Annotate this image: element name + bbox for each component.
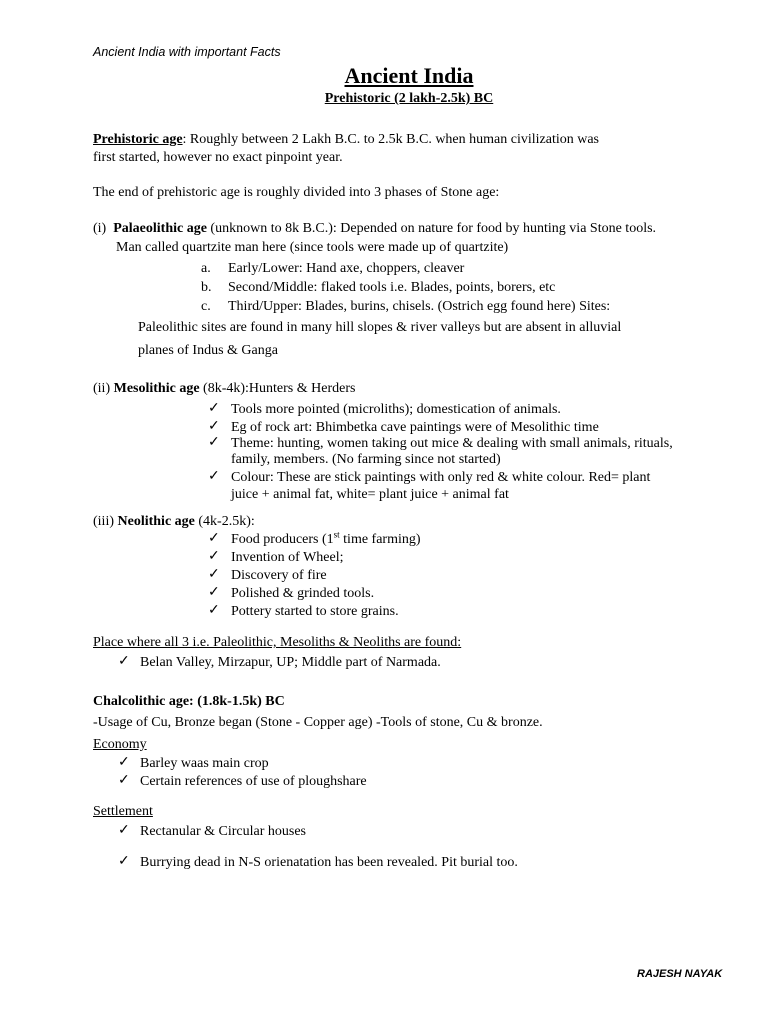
places-item: Belan Valley, Mirzapur, UP; Middle part of Narmada. [140, 655, 441, 670]
mesolithic-number: (ii) [93, 381, 114, 396]
neolithic-label: Neolithic age [117, 514, 195, 529]
chalcolithic-text: -Usage of Cu, Bronze began (Stone - Copper age) -Tools of stone, Cu & bronze. [93, 715, 543, 730]
phases-intro: The end of prehistoric age is roughly divided into 3 phases of Stone age: [93, 185, 500, 200]
settlement-item-2: Burrying dead in N-S orienatation has been revealed. Pit burial too. [140, 855, 518, 870]
prehistoric-text-1: : Roughly between 2 Lakh B.C. to 2.5k B.C. when human civilization was [182, 132, 599, 147]
mesolithic-label: Mesolithic age [113, 381, 200, 396]
chalcolithic-heading: Chalcolithic age: (1.8k-1.5k) BC [93, 694, 285, 709]
page-subtitle: Prehistoric (2 lakh-2.5k) BC [324, 91, 494, 106]
neolithic-item-3: Discovery of fire [231, 568, 327, 583]
neolithic-item-4: Polished & grinded tools. [231, 586, 375, 601]
page-header: Ancient India with important Facts [93, 45, 281, 59]
palaeolithic-label: Palaeolithic age [113, 221, 207, 236]
check-icon: ✓ [208, 435, 220, 450]
author-footer: RAJESH NAYAK [637, 968, 723, 980]
palaeolithic-item-c: Third/Upper: Blades, burins, chisels. (Ostrich egg found here) Sites: [228, 299, 611, 314]
palaeolithic-line-1 [93, 220, 656, 237]
places-heading: Place where all 3 i.e. Paleolithic, Mesoliths & Neoliths are found: [93, 635, 462, 650]
check-icon: ✓ [208, 531, 220, 546]
check-icon: ✓ [118, 823, 130, 838]
mesolithic-item-4-cont: juice + animal fat, white= plant juice + animal fat [231, 487, 509, 502]
check-icon: ✓ [118, 755, 130, 770]
palaeolithic-item-b: Second/Middle: flaked tools i.e. Blades, points, borers, etc [228, 280, 556, 295]
palaeolithic-number: (i) [93, 221, 107, 236]
mesolithic-item-3: Theme: hunting, women taking out mice & dealing with small animals, rituals, [231, 436, 673, 451]
check-icon: ✓ [118, 773, 130, 788]
check-icon: ✓ [208, 567, 220, 582]
neolithic-text: (4k-2.5k): [194, 514, 255, 529]
economy-item-2: Certain references of use of ploughshare [140, 774, 367, 789]
palaeolithic-item-mark-a: a. [201, 261, 211, 276]
mesolithic-item-4: Colour: These are stick paintings with only red & white colour. Red= plant [231, 470, 651, 485]
mesolithic-item-1: Tools more pointed (microliths); domestication of animals. [231, 402, 561, 417]
settlement-item-1: Rectanular & Circular houses [140, 824, 307, 839]
neolithic-heading [93, 513, 255, 530]
check-icon: ✓ [118, 654, 130, 669]
neolithic-item-5: Pottery started to store grains. [231, 604, 399, 619]
mesolithic-item-3-cont: family, members. (No farming since not started) [231, 452, 501, 467]
check-icon: ✓ [208, 401, 220, 416]
mesolithic-heading [93, 380, 355, 397]
palaeolithic-item-mark-c: c. [201, 299, 211, 314]
palaeolithic-text-1: (unknown to 8k B.C.): Depended on nature for food by hunting via Stone tools. [206, 221, 657, 236]
palaeolithic-item-a: Early/Lower: Hand axe, choppers, cleaver [228, 261, 465, 276]
economy-heading: Economy [93, 737, 147, 752]
neolithic-number: (iii) [93, 514, 118, 529]
mesolithic-item-2: Eg of rock art: Bhimbetka cave paintings were of Mesolithic time [231, 420, 599, 435]
palaeolithic-sites-1: Paleolithic sites are found in many hill slopes & river valleys but are absent in alluvial [138, 320, 622, 335]
economy-item-1: Barley waas main crop [140, 756, 269, 771]
prehistoric-label: Prehistoric age [93, 132, 183, 147]
prehistoric-line-1 [93, 131, 599, 148]
palaeolithic-item-mark-b: b. [201, 280, 212, 295]
neolithic-item-2: Invention of Wheel; [231, 550, 344, 565]
palaeolithic-line-2: Man called quartzite man here (since tools were made up of quartzite) [116, 240, 509, 255]
check-icon: ✓ [208, 549, 220, 564]
check-icon: ✓ [208, 419, 220, 434]
settlement-heading: Settlement [93, 804, 153, 819]
check-icon: ✓ [208, 469, 220, 484]
palaeolithic-sites-2: planes of Indus & Ganga [138, 343, 278, 358]
check-icon: ✓ [208, 585, 220, 600]
check-icon: ✓ [118, 854, 130, 869]
mesolithic-text: (8k-4k):Hunters & Herders [199, 381, 356, 396]
page-title: Ancient India [344, 63, 474, 88]
prehistoric-line-2: first started, however no exact pinpoint year. [93, 150, 343, 165]
check-icon: ✓ [208, 603, 220, 618]
neolithic-item-1: Food producers (1st time farming) [231, 529, 421, 547]
